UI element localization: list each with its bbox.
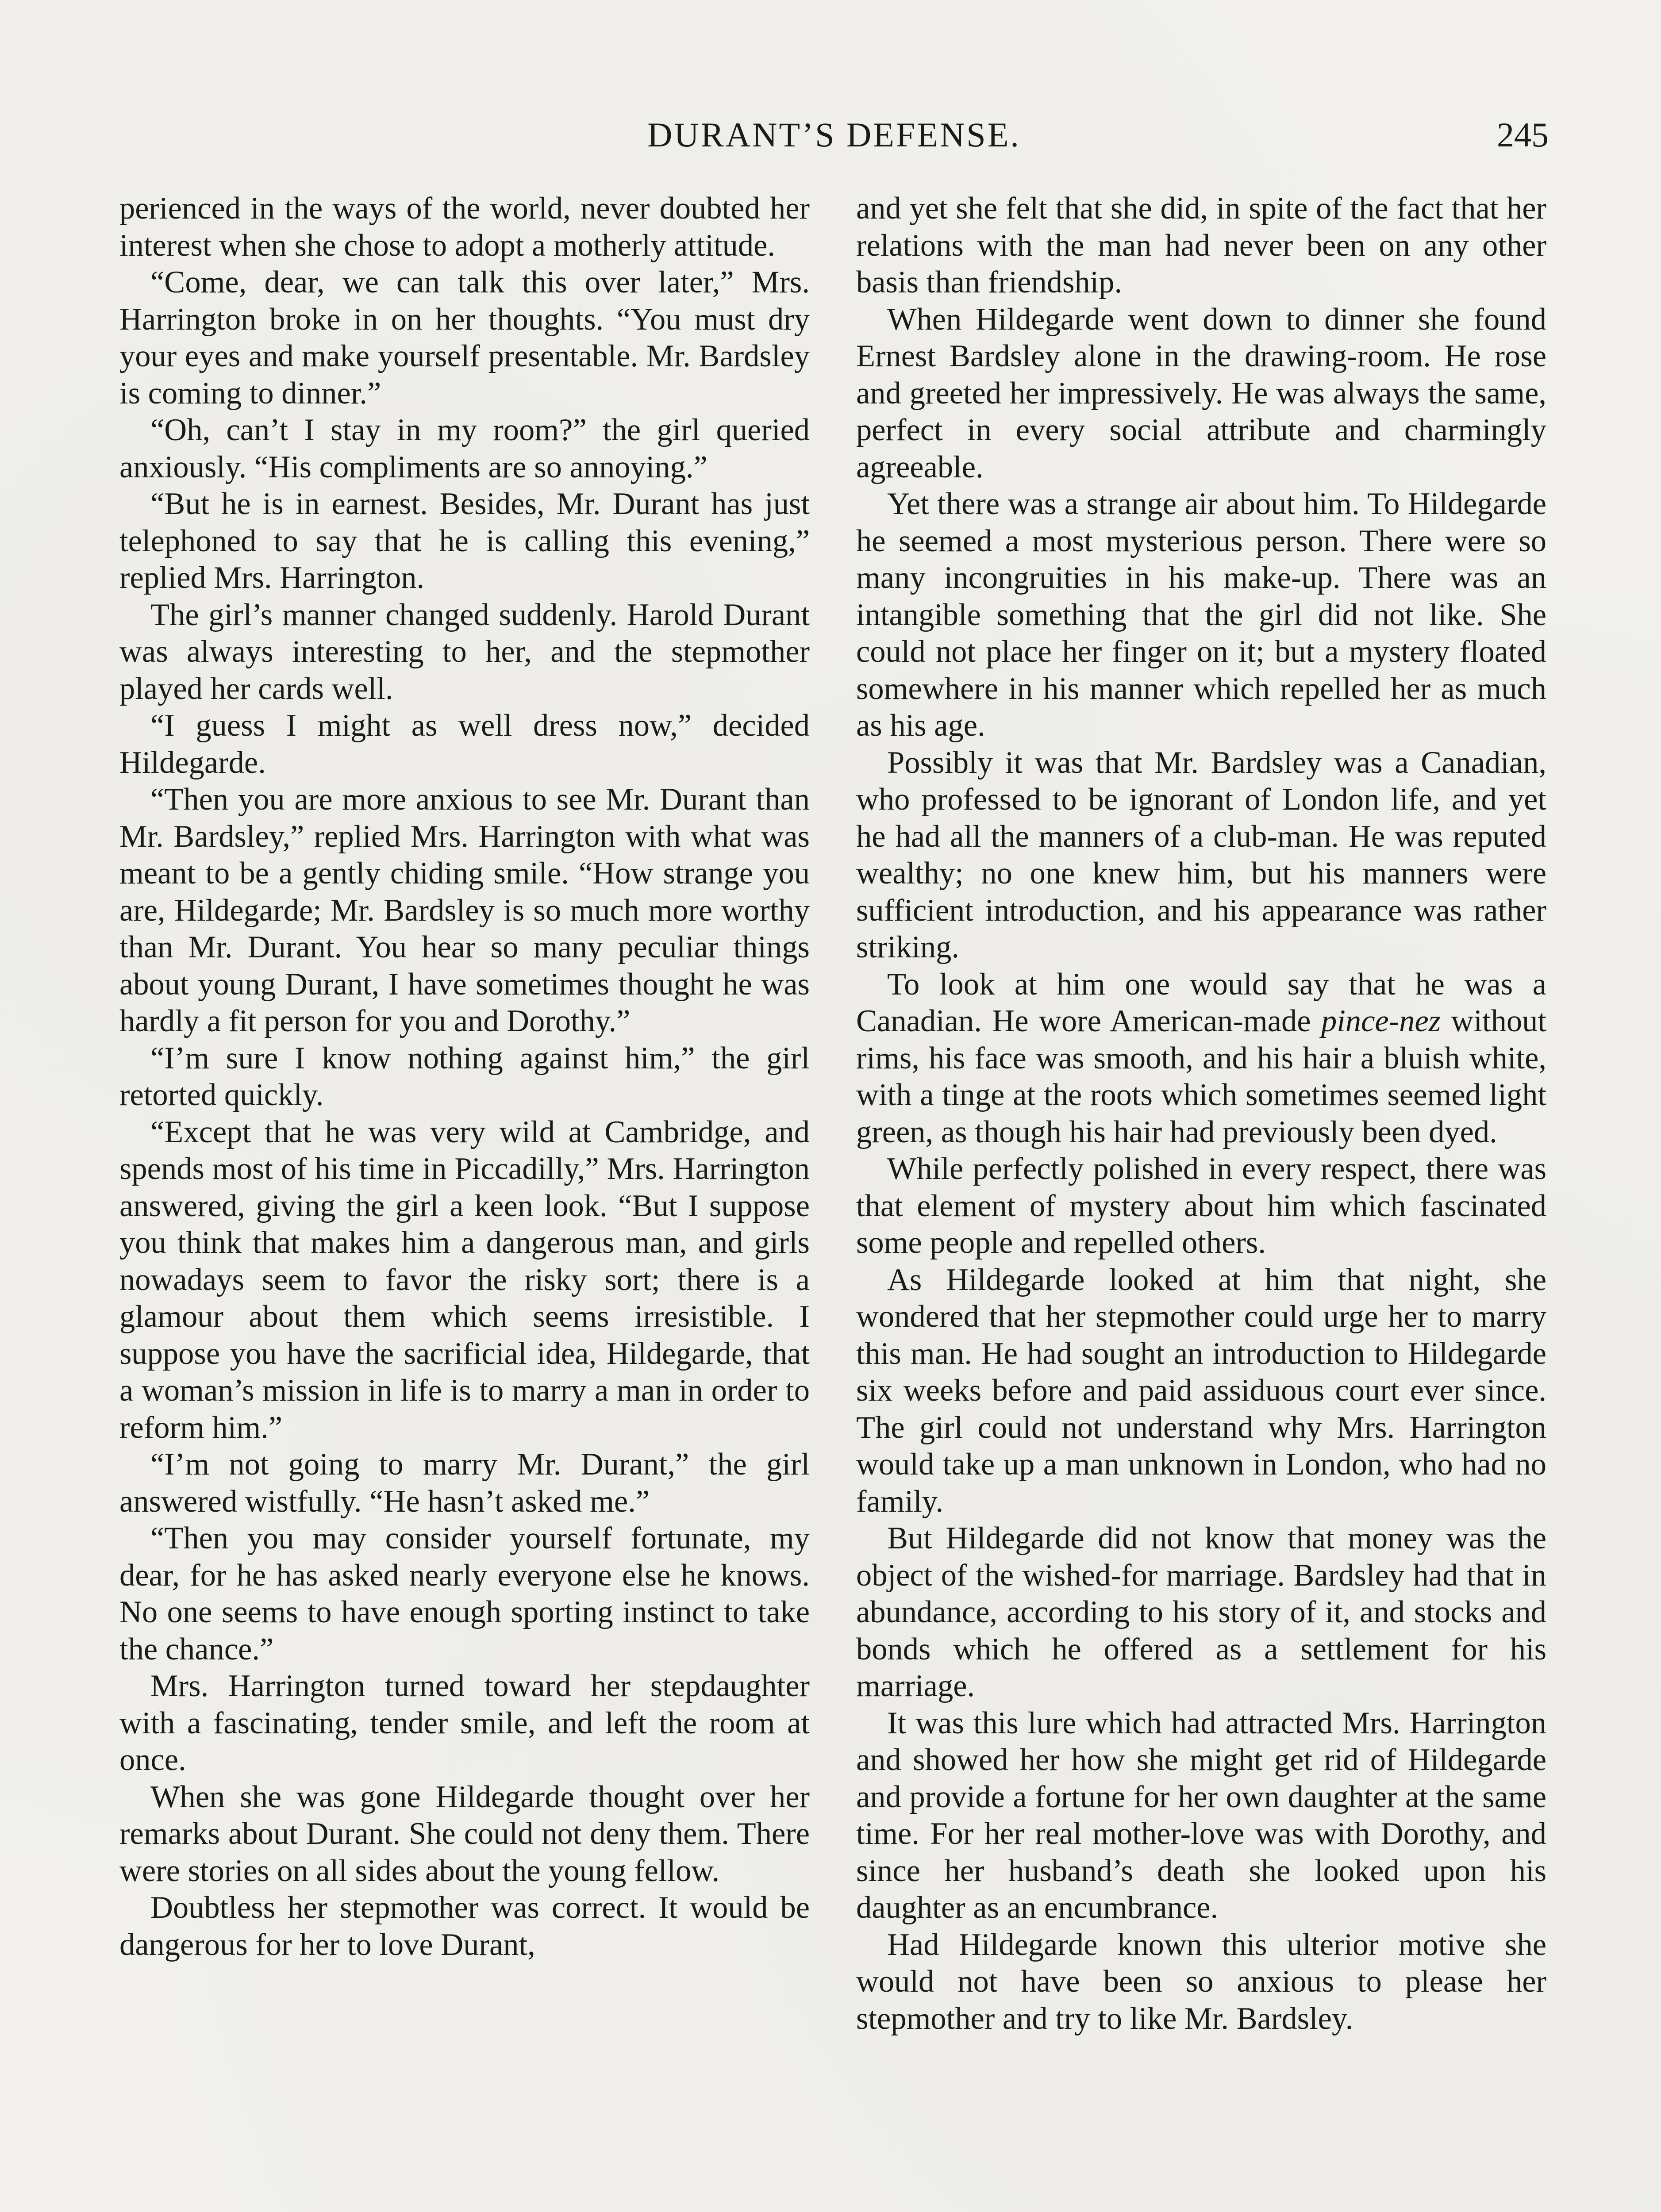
paragraph: While perfectly polished in every respect, there was that element of mystery about him which fascinated some people and repelled others.: [856, 1152, 1546, 1260]
paragraph: Possibly it was that Mr. Bardsley was a Canadian, who professed to be ignorant of London life, and yet he had all the manners of a club-man. He was reputed wealthy; no one knew him, but his manners were sufficient introduction, and his appearance was rather striking.: [856, 745, 1546, 964]
right-text-column: [856, 190, 1546, 2037]
italic-term: pince-nez: [1321, 1004, 1441, 1038]
page-number: 245: [1497, 115, 1549, 154]
paragraph: But Hildegarde did not know that money was the object of the wished-for marriage. Bardsley had that in abundance, according to his story of it, and stocks and bonds which he offered as a settlement for his marriage.: [856, 1521, 1546, 1703]
paragraph: perienced in the ways of the world, never doubted her interest when she chose to adopt a motherly attitude.: [119, 191, 810, 263]
paragraph: To look at him one would say that he was a Canadian. He wore American-made pince-nez without rims, his face was smooth, and his hair a bluish white, with a tinge at the roots which sometimes seemed light green, as though his hair had previously been dyed.: [856, 967, 1546, 1149]
paragraph: As Hildegarde looked at him that night, she wondered that her stepmother could urge her to marry this man. He had sought an introduction to Hildegarde six weeks before and paid assiduous court ever since. The girl could not understand why Mrs. Harrington would take up a man unknown in London, who had no family.: [856, 1262, 1546, 1519]
paragraph: “Except that he was very wild at Cambridge, and spends most of his time in Piccadilly,” Mrs. Harrington answered, giving the girl a keen look. “But I suppose you think that makes him a dangerous man, and girls nowadays seem to favor the risky sort; there is a glamour about them which seems irresistible. I suppose you have the sacrificial idea, Hildegarde, that a woman’s mission in life is to marry a man in order to reform him.”: [119, 1114, 810, 1445]
paragraph: Doubtless her stepmother was correct. It would be dangerous for her to love Durant,: [119, 1890, 810, 1962]
paragraph: “I’m sure I know nothing against him,” the girl retorted quickly.: [119, 1041, 810, 1112]
paragraph: The girl’s manner changed suddenly. Harold Durant was always interesting to her, and the stepmother played her cards well.: [119, 597, 810, 706]
running-head: [119, 111, 1549, 159]
paragraph: Had Hildegarde known this ulterior motive she would not have been so anxious to please her stepmother and try to like Mr. Bardsley.: [856, 1927, 1546, 2036]
paragraph: “Then you may consider yourself fortunate, my dear, for he has asked nearly everyone else he knows. No one seems to have enough sporting instinct to take the chance.”: [119, 1521, 810, 1667]
paragraph: “I guess I might as well dress now,” decided Hildegarde.: [119, 708, 810, 780]
paragraph: When Hildegarde went down to dinner she found Ernest Bardsley alone in the drawing-room. He rose and greeted her impressively. He was always the same, perfect in every social attribute and charmingly agreeable.: [856, 302, 1546, 484]
paragraph: When she was gone Hildegarde thought over her remarks about Durant. She could not deny them. There were stories on all sides about the young fellow.: [119, 1779, 810, 1888]
left-text-column: [119, 190, 810, 1963]
paragraph: “Come, dear, we can talk this over later,” Mrs. Harrington broke in on her thoughts. “You must dry your eyes and make yourself presentable. Mr. Bardsley is coming to dinner.”: [119, 265, 810, 411]
paragraph: “But he is in earnest. Besides, Mr. Durant has just telephoned to say that he is calling this evening,” replied Mrs. Harrington.: [119, 487, 810, 595]
paragraph: and yet she felt that she did, in spite of the fact that her relations with the man had never been on any other basis than friendship.: [856, 191, 1546, 300]
paragraph: Yet there was a strange air about him. To Hildegarde he seemed a most mysterious person. There were so many incongruities in his make-up. There was an intangible something that the girl did not like. She could not place her finger on it; but a mystery floated somewhere in his manner which repelled her as much as his age.: [856, 487, 1546, 743]
paragraph: “Oh, can’t I stay in my room?” the girl queried anxiously. “His compliments are so annoying.”: [119, 413, 810, 484]
paragraph: Mrs. Harrington turned toward her stepdaughter with a fascinating, tender smile, and left the room at once.: [119, 1669, 810, 1777]
running-title: DURANT’S DEFENSE.: [647, 115, 1021, 154]
paragraph: “I’m not going to marry Mr. Durant,” the girl answered wistfully. “He hasn’t asked me.”: [119, 1447, 810, 1519]
paragraph: “Then you are more anxious to see Mr. Durant than Mr. Bardsley,” replied Mrs. Harrington with what was meant to be a gently chiding smile. “How strange you are, Hildegarde; Mr. Bardsley is so much more worthy than Mr. Durant. You hear so many peculiar things about young Durant, I have sometimes thought he was hardly a fit person for you and Dorothy.”: [119, 782, 810, 1038]
paragraph: It was this lure which had attracted Mrs. Harrington and showed her how she might get rid of Hildegarde and provide a fortune for her own daughter at the same time. For her real mother-love was with Dorothy, and since her husband’s death she looked upon his daughter as an encumbrance.: [856, 1705, 1546, 1925]
